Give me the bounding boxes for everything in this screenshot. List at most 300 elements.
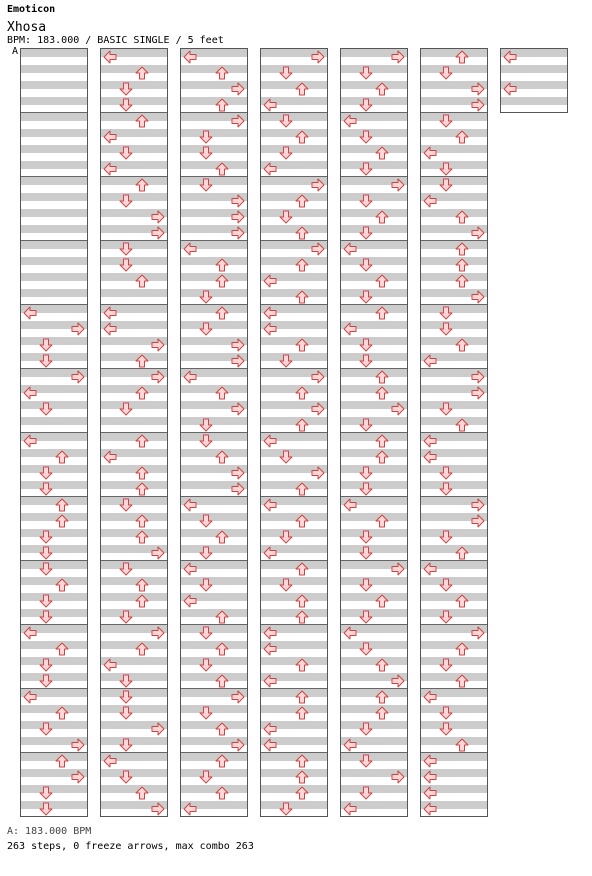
measure-line xyxy=(101,560,167,561)
measure-line xyxy=(21,368,87,369)
measure-line xyxy=(261,176,327,177)
right-arrow-icon xyxy=(311,178,325,192)
left-arrow-icon xyxy=(423,562,437,576)
chart-column xyxy=(500,48,568,113)
up-arrow-icon xyxy=(375,370,389,384)
down-arrow-icon xyxy=(439,482,453,496)
down-arrow-icon xyxy=(119,690,133,704)
up-arrow-icon xyxy=(295,82,309,96)
up-arrow-icon xyxy=(215,754,229,768)
down-arrow-icon xyxy=(359,290,373,304)
measure-line xyxy=(21,688,87,689)
left-arrow-icon xyxy=(23,434,37,448)
right-arrow-icon xyxy=(391,402,405,416)
up-arrow-icon xyxy=(135,434,149,448)
measure-line xyxy=(261,752,327,753)
measure-line xyxy=(21,112,87,113)
down-arrow-icon xyxy=(199,130,213,144)
right-arrow-icon xyxy=(471,626,485,640)
measure-line xyxy=(421,496,487,497)
down-arrow-icon xyxy=(39,802,53,816)
down-arrow-icon xyxy=(439,658,453,672)
down-arrow-icon xyxy=(199,146,213,160)
down-arrow-icon xyxy=(199,770,213,784)
up-arrow-icon xyxy=(55,498,69,512)
right-arrow-icon xyxy=(311,242,325,256)
up-arrow-icon xyxy=(135,594,149,608)
up-arrow-icon xyxy=(55,642,69,656)
left-arrow-icon xyxy=(23,690,37,704)
down-arrow-icon xyxy=(39,562,53,576)
down-arrow-icon xyxy=(359,722,373,736)
right-arrow-icon xyxy=(71,770,85,784)
left-arrow-icon xyxy=(343,242,357,256)
down-arrow-icon xyxy=(359,754,373,768)
down-arrow-icon xyxy=(119,82,133,96)
left-arrow-icon xyxy=(263,642,277,656)
measure-line xyxy=(21,560,87,561)
left-arrow-icon xyxy=(343,498,357,512)
down-arrow-icon xyxy=(279,530,293,544)
down-arrow-icon xyxy=(359,578,373,592)
left-arrow-icon xyxy=(423,786,437,800)
down-arrow-icon xyxy=(359,226,373,240)
down-arrow-icon xyxy=(39,594,53,608)
measure-line xyxy=(181,624,247,625)
down-arrow-icon xyxy=(199,546,213,560)
down-arrow-icon xyxy=(279,802,293,816)
measure-line xyxy=(21,432,87,433)
left-arrow-icon xyxy=(103,754,117,768)
down-arrow-icon xyxy=(359,610,373,624)
down-arrow-icon xyxy=(39,610,53,624)
right-arrow-icon xyxy=(391,562,405,576)
down-arrow-icon xyxy=(199,626,213,640)
measure-line xyxy=(21,752,87,753)
left-arrow-icon xyxy=(263,274,277,288)
up-arrow-icon xyxy=(215,786,229,800)
measure-line xyxy=(101,112,167,113)
measure-line xyxy=(261,240,327,241)
measure-line xyxy=(181,496,247,497)
right-arrow-icon xyxy=(311,402,325,416)
left-arrow-icon xyxy=(103,50,117,64)
left-arrow-icon xyxy=(343,322,357,336)
down-arrow-icon xyxy=(439,402,453,416)
up-arrow-icon xyxy=(295,226,309,240)
left-arrow-icon xyxy=(503,50,517,64)
right-arrow-icon xyxy=(151,722,165,736)
measure-line xyxy=(341,432,407,433)
measure-line xyxy=(181,112,247,113)
left-arrow-icon xyxy=(263,162,277,176)
up-arrow-icon xyxy=(295,610,309,624)
left-arrow-icon xyxy=(423,802,437,816)
up-arrow-icon xyxy=(215,530,229,544)
up-arrow-icon xyxy=(455,546,469,560)
up-arrow-icon xyxy=(215,642,229,656)
measure-line xyxy=(261,368,327,369)
down-arrow-icon xyxy=(119,498,133,512)
left-arrow-icon xyxy=(183,50,197,64)
left-arrow-icon xyxy=(263,546,277,560)
up-arrow-icon xyxy=(295,130,309,144)
up-arrow-icon xyxy=(375,274,389,288)
down-arrow-icon xyxy=(39,466,53,480)
measure-line xyxy=(421,560,487,561)
measure-line xyxy=(101,176,167,177)
right-arrow-icon xyxy=(471,82,485,96)
down-arrow-icon xyxy=(119,258,133,272)
right-arrow-icon xyxy=(311,370,325,384)
right-arrow-icon xyxy=(311,466,325,480)
down-arrow-icon xyxy=(39,674,53,688)
down-arrow-icon xyxy=(199,658,213,672)
left-arrow-icon xyxy=(183,562,197,576)
up-arrow-icon xyxy=(455,674,469,688)
down-arrow-icon xyxy=(39,546,53,560)
up-arrow-icon xyxy=(55,514,69,528)
left-arrow-icon xyxy=(263,434,277,448)
measure-line xyxy=(261,496,327,497)
up-arrow-icon xyxy=(375,690,389,704)
up-arrow-icon xyxy=(215,274,229,288)
left-arrow-icon xyxy=(503,82,517,96)
up-arrow-icon xyxy=(455,274,469,288)
up-arrow-icon xyxy=(295,194,309,208)
up-arrow-icon xyxy=(455,642,469,656)
left-arrow-icon xyxy=(23,306,37,320)
down-arrow-icon xyxy=(439,466,453,480)
up-arrow-icon xyxy=(215,386,229,400)
up-arrow-icon xyxy=(135,66,149,80)
up-arrow-icon xyxy=(135,482,149,496)
up-arrow-icon xyxy=(375,450,389,464)
down-arrow-icon xyxy=(39,786,53,800)
up-arrow-icon xyxy=(375,306,389,320)
up-arrow-icon xyxy=(55,706,69,720)
measure-line xyxy=(421,368,487,369)
up-arrow-icon xyxy=(455,738,469,752)
down-arrow-icon xyxy=(119,770,133,784)
measure-line xyxy=(101,304,167,305)
measure-line xyxy=(261,688,327,689)
chart-column xyxy=(420,48,488,817)
down-arrow-icon xyxy=(199,290,213,304)
down-arrow-icon xyxy=(279,146,293,160)
down-arrow-icon xyxy=(199,322,213,336)
down-arrow-icon xyxy=(39,402,53,416)
down-arrow-icon xyxy=(439,322,453,336)
up-arrow-icon xyxy=(135,578,149,592)
up-arrow-icon xyxy=(295,514,309,528)
right-arrow-icon xyxy=(231,114,245,128)
left-arrow-icon xyxy=(423,690,437,704)
chart-column xyxy=(260,48,328,817)
measure-line xyxy=(341,176,407,177)
down-arrow-icon xyxy=(279,450,293,464)
left-arrow-icon xyxy=(423,354,437,368)
measure-line xyxy=(21,496,87,497)
up-arrow-icon xyxy=(295,338,309,352)
measure-line xyxy=(421,304,487,305)
down-arrow-icon xyxy=(359,130,373,144)
measure-line xyxy=(421,752,487,753)
up-arrow-icon xyxy=(375,386,389,400)
up-arrow-icon xyxy=(455,338,469,352)
left-arrow-icon xyxy=(183,802,197,816)
left-arrow-icon xyxy=(103,306,117,320)
left-arrow-icon xyxy=(423,146,437,160)
left-arrow-icon xyxy=(103,658,117,672)
measure-line xyxy=(181,688,247,689)
up-arrow-icon xyxy=(135,274,149,288)
right-arrow-icon xyxy=(391,770,405,784)
left-arrow-icon xyxy=(423,754,437,768)
measure-line xyxy=(341,624,407,625)
footer-stats: 263 steps, 0 freeze arrows, max combo 263 xyxy=(7,841,254,852)
up-arrow-icon xyxy=(455,242,469,256)
up-arrow-icon xyxy=(215,450,229,464)
left-arrow-icon xyxy=(103,162,117,176)
artist-name: Emoticon xyxy=(7,4,56,15)
right-arrow-icon xyxy=(231,738,245,752)
measure-line xyxy=(101,368,167,369)
right-arrow-icon xyxy=(471,514,485,528)
down-arrow-icon xyxy=(119,738,133,752)
up-arrow-icon xyxy=(295,770,309,784)
measure-line xyxy=(341,368,407,369)
left-arrow-icon xyxy=(103,322,117,336)
down-arrow-icon xyxy=(119,402,133,416)
down-arrow-icon xyxy=(439,530,453,544)
down-arrow-icon xyxy=(439,114,453,128)
left-arrow-icon xyxy=(423,194,437,208)
up-arrow-icon xyxy=(295,706,309,720)
measure-line xyxy=(101,432,167,433)
left-arrow-icon xyxy=(263,626,277,640)
right-arrow-icon xyxy=(231,210,245,224)
right-arrow-icon xyxy=(151,226,165,240)
up-arrow-icon xyxy=(55,578,69,592)
down-arrow-icon xyxy=(359,546,373,560)
left-arrow-icon xyxy=(23,626,37,640)
measure-line xyxy=(101,624,167,625)
up-arrow-icon xyxy=(295,482,309,496)
measure-line xyxy=(341,240,407,241)
up-arrow-icon xyxy=(295,690,309,704)
right-arrow-icon xyxy=(231,466,245,480)
up-arrow-icon xyxy=(375,146,389,160)
down-arrow-icon xyxy=(119,706,133,720)
measure-line xyxy=(421,432,487,433)
down-arrow-icon xyxy=(359,194,373,208)
right-arrow-icon xyxy=(231,194,245,208)
measure-line xyxy=(261,112,327,113)
right-arrow-icon xyxy=(391,178,405,192)
up-arrow-icon xyxy=(215,162,229,176)
down-arrow-icon xyxy=(359,354,373,368)
left-arrow-icon xyxy=(183,594,197,608)
measure-line xyxy=(181,752,247,753)
measure-line xyxy=(261,624,327,625)
down-arrow-icon xyxy=(279,210,293,224)
down-arrow-icon xyxy=(199,178,213,192)
up-arrow-icon xyxy=(215,674,229,688)
up-arrow-icon xyxy=(375,434,389,448)
down-arrow-icon xyxy=(359,338,373,352)
measure-line xyxy=(261,560,327,561)
right-arrow-icon xyxy=(71,322,85,336)
measure-line xyxy=(421,624,487,625)
chart-meta: BPM: 183.000 / BASIC SINGLE / 5 feet xyxy=(7,35,224,46)
right-arrow-icon xyxy=(471,98,485,112)
measure-line xyxy=(421,240,487,241)
up-arrow-icon xyxy=(135,514,149,528)
up-arrow-icon xyxy=(295,258,309,272)
up-arrow-icon xyxy=(375,594,389,608)
down-arrow-icon xyxy=(359,418,373,432)
down-arrow-icon xyxy=(439,162,453,176)
down-arrow-icon xyxy=(199,514,213,528)
up-arrow-icon xyxy=(295,386,309,400)
right-arrow-icon xyxy=(231,690,245,704)
up-arrow-icon xyxy=(375,514,389,528)
up-arrow-icon xyxy=(215,66,229,80)
right-arrow-icon xyxy=(471,386,485,400)
up-arrow-icon xyxy=(295,290,309,304)
song-title: Xhosa xyxy=(7,20,47,35)
down-arrow-icon xyxy=(439,578,453,592)
down-arrow-icon xyxy=(199,578,213,592)
up-arrow-icon xyxy=(455,50,469,64)
right-arrow-icon xyxy=(231,482,245,496)
measure-line xyxy=(421,176,487,177)
up-arrow-icon xyxy=(55,754,69,768)
up-arrow-icon xyxy=(295,562,309,576)
measure-line xyxy=(341,688,407,689)
measure-line xyxy=(181,240,247,241)
bpm-marker: A xyxy=(12,46,19,57)
down-arrow-icon xyxy=(279,66,293,80)
left-arrow-icon xyxy=(183,370,197,384)
down-arrow-icon xyxy=(359,162,373,176)
down-arrow-icon xyxy=(119,610,133,624)
left-arrow-icon xyxy=(263,98,277,112)
up-arrow-icon xyxy=(455,258,469,272)
measure-line xyxy=(181,560,247,561)
up-arrow-icon xyxy=(135,466,149,480)
up-arrow-icon xyxy=(135,354,149,368)
right-arrow-icon xyxy=(71,738,85,752)
measure-line xyxy=(101,688,167,689)
left-arrow-icon xyxy=(263,498,277,512)
down-arrow-icon xyxy=(439,178,453,192)
footer-bpm: A: 183.000 BPM xyxy=(7,826,92,837)
left-arrow-icon xyxy=(423,770,437,784)
up-arrow-icon xyxy=(455,594,469,608)
right-arrow-icon xyxy=(151,802,165,816)
right-arrow-icon xyxy=(151,370,165,384)
right-arrow-icon xyxy=(71,370,85,384)
down-arrow-icon xyxy=(439,66,453,80)
right-arrow-icon xyxy=(231,354,245,368)
measure-line xyxy=(101,240,167,241)
right-arrow-icon xyxy=(151,210,165,224)
down-arrow-icon xyxy=(119,242,133,256)
up-arrow-icon xyxy=(215,258,229,272)
chart-column xyxy=(340,48,408,817)
up-arrow-icon xyxy=(135,178,149,192)
down-arrow-icon xyxy=(119,194,133,208)
up-arrow-icon xyxy=(215,722,229,736)
left-arrow-icon xyxy=(263,738,277,752)
left-arrow-icon xyxy=(343,802,357,816)
measure-line xyxy=(341,304,407,305)
down-arrow-icon xyxy=(199,418,213,432)
down-arrow-icon xyxy=(359,66,373,80)
down-arrow-icon xyxy=(439,306,453,320)
down-arrow-icon xyxy=(39,722,53,736)
measure-line xyxy=(261,304,327,305)
up-arrow-icon xyxy=(135,642,149,656)
down-arrow-icon xyxy=(439,706,453,720)
measure-line xyxy=(261,432,327,433)
down-arrow-icon xyxy=(119,562,133,576)
left-arrow-icon xyxy=(183,242,197,256)
left-arrow-icon xyxy=(23,386,37,400)
right-arrow-icon xyxy=(151,626,165,640)
up-arrow-icon xyxy=(375,82,389,96)
up-arrow-icon xyxy=(215,306,229,320)
right-arrow-icon xyxy=(151,546,165,560)
measure-line xyxy=(341,752,407,753)
right-arrow-icon xyxy=(391,50,405,64)
down-arrow-icon xyxy=(119,674,133,688)
down-arrow-icon xyxy=(359,642,373,656)
right-arrow-icon xyxy=(471,290,485,304)
left-arrow-icon xyxy=(263,322,277,336)
measure-line xyxy=(21,176,87,177)
down-arrow-icon xyxy=(439,610,453,624)
down-arrow-icon xyxy=(119,98,133,112)
down-arrow-icon xyxy=(359,98,373,112)
left-arrow-icon xyxy=(183,498,197,512)
left-arrow-icon xyxy=(423,434,437,448)
measure-line xyxy=(181,176,247,177)
measure-line xyxy=(421,688,487,689)
right-arrow-icon xyxy=(391,674,405,688)
down-arrow-icon xyxy=(279,578,293,592)
up-arrow-icon xyxy=(295,754,309,768)
left-arrow-icon xyxy=(343,738,357,752)
down-arrow-icon xyxy=(199,706,213,720)
up-arrow-icon xyxy=(215,610,229,624)
down-arrow-icon xyxy=(39,658,53,672)
down-arrow-icon xyxy=(439,722,453,736)
left-arrow-icon xyxy=(103,450,117,464)
right-arrow-icon xyxy=(311,50,325,64)
measure-line xyxy=(421,112,487,113)
measure-line xyxy=(181,432,247,433)
down-arrow-icon xyxy=(199,434,213,448)
up-arrow-icon xyxy=(135,114,149,128)
left-arrow-icon xyxy=(343,114,357,128)
down-arrow-icon xyxy=(359,530,373,544)
down-arrow-icon xyxy=(359,482,373,496)
measure-line xyxy=(21,240,87,241)
chart-column xyxy=(180,48,248,817)
